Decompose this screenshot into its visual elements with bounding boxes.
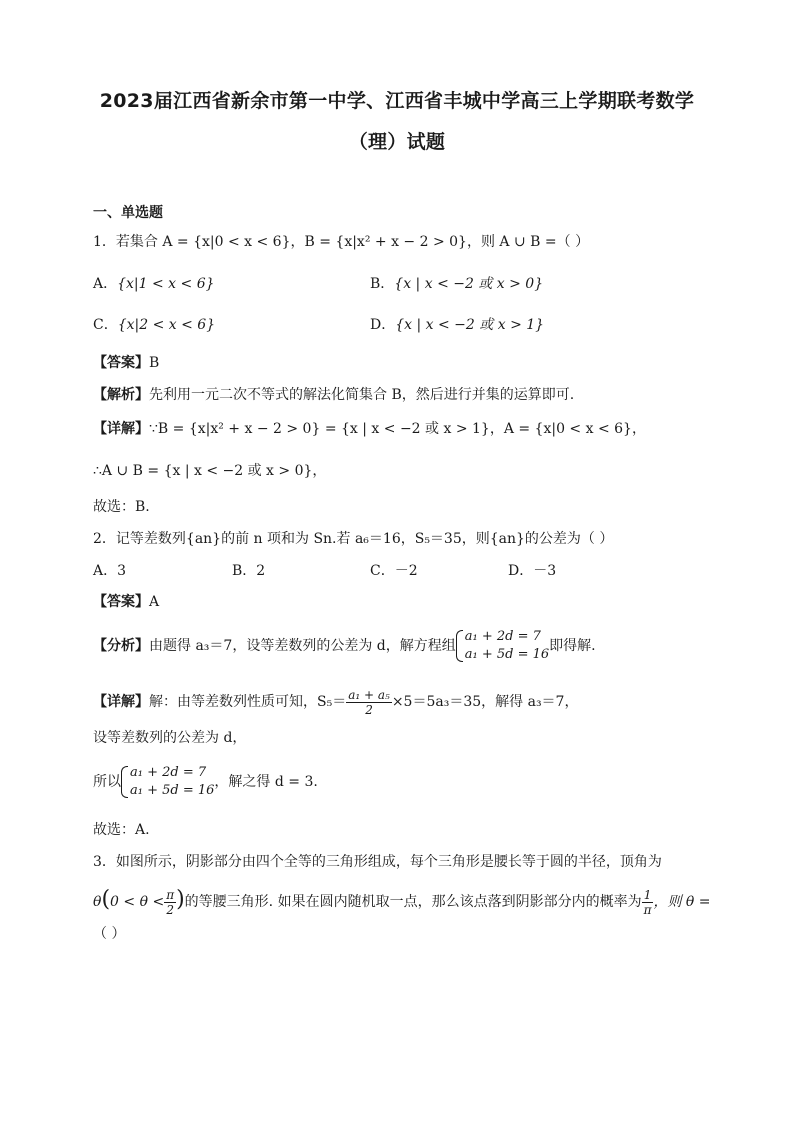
detail-tag: 【详解】	[93, 421, 149, 437]
q2-conclusion: 故选：A.	[93, 822, 150, 838]
s5-fraction	[346, 688, 392, 717]
detail-text-pre: 解：由等差数列性质可知，S₅＝	[149, 694, 347, 710]
q1-option-b	[370, 274, 543, 294]
q1-conclusion: 故选：B.	[93, 499, 150, 515]
q2-option-b	[232, 561, 265, 581]
detail-tag: 【详解】	[93, 694, 149, 710]
stem-text-mid: 的等腰三角形. 如果在圆内随机取一点，那么该点落到阴影部分内的概率为	[184, 894, 642, 910]
detail-text-post: ×5＝5a₃＝35，解得 a₃＝7，	[391, 694, 579, 710]
q3-stem-line-3: （ ）	[93, 926, 126, 942]
fraction-numerator: a₁ + a₅	[348, 687, 390, 702]
q2-analysis	[93, 624, 596, 668]
q2-detail-2: 设等差数列的公差为 d，	[93, 730, 247, 746]
equation-line-1: a₁ + 2d = 7	[130, 765, 207, 780]
section-heading: 一、单选题	[93, 205, 163, 221]
option-text: {x | x < −2 或 x > 1}	[395, 317, 545, 333]
fraction-denominator: 2	[166, 902, 174, 917]
fraction-denominator: 2	[365, 702, 373, 717]
equation-line-1: a₁ + 2d = 7	[464, 629, 541, 644]
document-title-line-1: 2023届江西省新余市第一中学、江西省丰城中学高三上学期联考数学	[99, 90, 695, 112]
answer-value: A	[149, 594, 160, 610]
so-text-post: ，解之得 d = 3.	[214, 774, 318, 790]
q1-analysis	[93, 385, 574, 405]
q2-detail-3	[93, 760, 318, 804]
option-text: －2	[394, 563, 418, 579]
q3-stem-line-1: 3．如图所示，阴影部分由四个全等的三角形组成，每个三角形是腰长等于圆的半径，顶角为	[93, 854, 662, 870]
equation-system	[121, 764, 214, 800]
so-text-pre: 所以	[93, 774, 121, 790]
left-paren: (	[101, 887, 111, 912]
q1-option-c	[93, 315, 215, 335]
option-label: B．	[232, 563, 257, 579]
analysis-text: 先利用一元二次不等式的解法化简集合 B，然后进行并集的运算即可.	[149, 387, 575, 403]
q1-detail-1	[93, 419, 646, 439]
q2-option-d	[508, 561, 556, 581]
analysis-text-post: 即得解.	[549, 638, 596, 654]
option-label: A．	[93, 563, 118, 579]
fraction-denominator: π	[643, 902, 652, 917]
equation-line-2: a₁ + 5d = 16	[464, 647, 550, 662]
theta-condition: 0 < θ <	[110, 894, 165, 910]
analysis-text-pre: 由题得 a₃＝7，设等差数列的公差为 d，解方程组	[149, 638, 456, 654]
q1-answer	[93, 353, 159, 373]
option-label: D．	[370, 317, 396, 333]
fraction-numerator: 1	[642, 888, 654, 903]
detail-text: ∵B = {x|x² + x − 2 > 0} = {x | x < −2 或 x > 1}，A = {x|0 < x < 6}，	[149, 421, 646, 437]
option-text: {x|2 < x < 6}	[117, 317, 216, 333]
analysis-tag: 【分析】	[93, 638, 149, 654]
answer-tag: 【答案】	[93, 355, 149, 371]
document-title-line-2: （理）试题	[348, 131, 446, 153]
fraction-numerator: π	[166, 887, 175, 902]
q2-option-a	[93, 561, 126, 581]
option-text: 2	[256, 563, 266, 579]
q1-detail-2: ∴A ∪ B = {x | x < −2 或 x > 0}，	[93, 463, 327, 479]
option-text: －3	[533, 563, 557, 579]
q3-stem-line-2	[93, 882, 711, 920]
option-label: C．	[93, 317, 118, 333]
q2-stem: 2．记等差数列{an}的前 n 项和为 Sn.若 a₆＝16，S₅＝35，则{an}的公差为（ ）	[93, 531, 614, 547]
option-text: 3	[117, 563, 127, 579]
answer-tag: 【答案】	[93, 594, 149, 610]
theta-symbol: θ	[93, 894, 102, 910]
equation-system	[456, 628, 549, 664]
q2-detail-1	[93, 684, 578, 720]
option-label: B．	[370, 276, 395, 292]
q1-option-d	[370, 315, 544, 335]
option-label: D．	[508, 563, 534, 579]
option-text: {x | x < −2 或 x > 0}	[394, 276, 544, 292]
q2-answer	[93, 592, 159, 612]
answer-value: B	[149, 355, 160, 371]
stem-text-end: ，则 θ =	[653, 894, 711, 910]
q2-option-c	[370, 561, 418, 581]
pi-over-2-fraction	[164, 888, 176, 917]
q1-stem: 1．若集合 A = {x|0 < x < 6}，B = {x|x² + x − 2 > 0}，则 A ∪ B =（ ）	[93, 234, 590, 250]
analysis-tag: 【解析】	[93, 387, 149, 403]
right-paren: )	[176, 887, 185, 912]
option-text: {x|1 < x < 6}	[117, 276, 215, 292]
equation-line-2: a₁ + 5d = 16	[130, 783, 215, 798]
option-label: C．	[370, 563, 395, 579]
q1-option-a	[93, 274, 215, 294]
option-label: A．	[93, 276, 118, 292]
probability-fraction	[642, 888, 654, 917]
